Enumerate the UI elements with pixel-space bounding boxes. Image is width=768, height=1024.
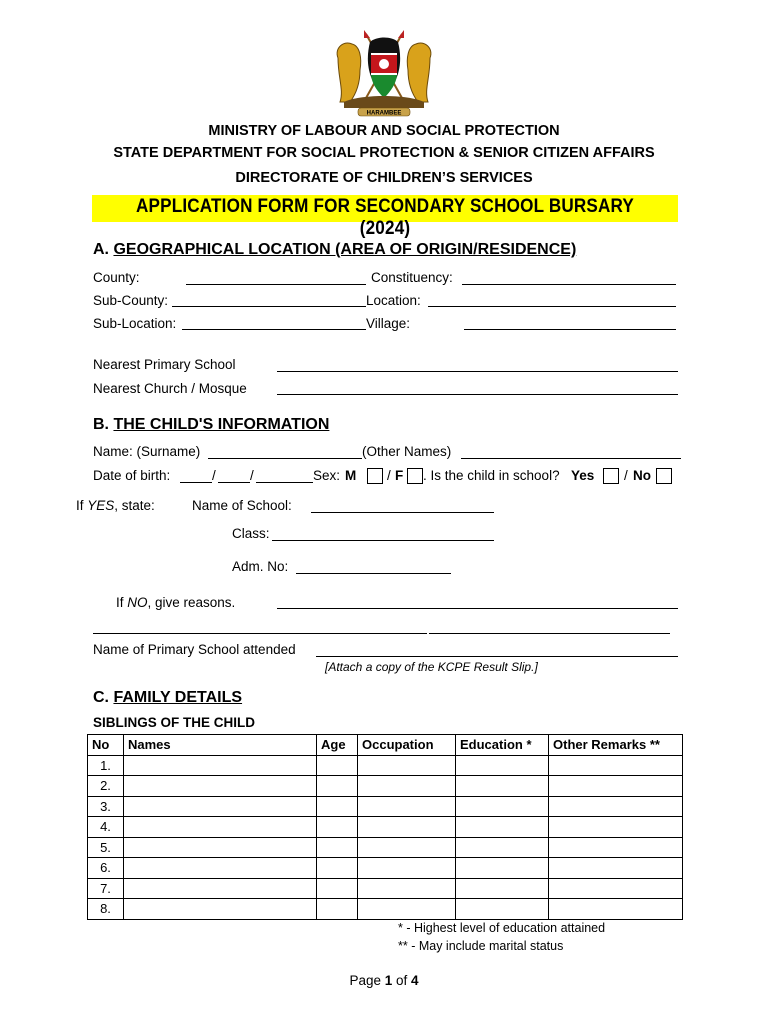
table-row [88, 796, 683, 817]
siblings-title: SIBLINGS OF THE CHILD [93, 715, 255, 730]
remarks-footnote: ** - May include marital status [398, 939, 564, 953]
if-no-word: NO [127, 595, 148, 610]
dob-year-field[interactable] [256, 482, 313, 483]
if-no-suffix: , give reasons. [147, 595, 236, 610]
surname-label: Name: (Surname) [93, 444, 201, 459]
row-number: 7. [88, 878, 124, 899]
sex-female-checkbox[interactable] [407, 468, 423, 484]
age-cell[interactable] [317, 817, 358, 838]
name-cell[interactable] [124, 899, 317, 920]
education-footnote: * - Highest level of education attained [398, 921, 606, 935]
other-names-field[interactable] [461, 458, 681, 459]
remarks-cell[interactable] [549, 858, 683, 879]
age-cell[interactable] [317, 899, 358, 920]
age-cell[interactable] [317, 858, 358, 879]
age-cell[interactable] [317, 776, 358, 797]
department-title: STATE DEPARTMENT FOR SOCIAL PROTECTION & SENIOR CITIZEN AFFAIRS [113, 145, 655, 161]
row-number: 8. [88, 899, 124, 920]
remarks-cell[interactable] [549, 817, 683, 838]
county-label: County: [93, 270, 140, 285]
nearest-primary-field[interactable] [277, 371, 678, 372]
dob-day-field[interactable] [180, 482, 212, 483]
nearest-church-label: Nearest Church / Mosque [93, 381, 247, 396]
occupation-cell[interactable] [358, 899, 456, 920]
kcpe-attach-note: [Attach a copy of the KCPE Result Slip.] [325, 660, 538, 674]
if-no-label [116, 595, 235, 610]
row-number: 3. [88, 796, 124, 817]
table-row [88, 817, 683, 838]
col-no-header: No [88, 735, 124, 756]
in-school-no-label: No [633, 468, 651, 483]
siblings-table [87, 734, 683, 920]
page-of: of [392, 973, 412, 988]
dob-month-field[interactable] [218, 482, 250, 483]
dob-slash-2: / [250, 468, 254, 483]
county-field[interactable] [186, 284, 366, 285]
sub-county-field[interactable] [172, 306, 366, 307]
location-label: Location: [366, 293, 421, 308]
page-prefix: Page [349, 973, 385, 988]
adm-no-label: Adm. No: [232, 559, 289, 574]
if-no-prefix: If [116, 595, 128, 610]
nearest-primary-label: Nearest Primary School [93, 357, 236, 372]
if-yes-suffix: , state: [114, 498, 155, 513]
coat-of-arms-emblem [330, 28, 438, 118]
col-remarks-header: Other Remarks ** [549, 735, 683, 756]
in-school-question: . Is the child in school? [423, 468, 560, 483]
col-age-header: Age [317, 735, 358, 756]
table-row [88, 858, 683, 879]
remarks-cell[interactable] [549, 878, 683, 899]
table-row [88, 899, 683, 920]
name-cell[interactable] [124, 878, 317, 899]
education-cell[interactable] [456, 755, 549, 776]
village-label: Village: [366, 316, 411, 331]
occupation-cell[interactable] [358, 817, 456, 838]
sub-county-label: Sub-County: [93, 293, 169, 308]
sub-location-field[interactable] [182, 329, 366, 330]
if-yes-label [76, 498, 155, 513]
education-cell[interactable] [456, 899, 549, 920]
occupation-cell[interactable] [358, 755, 456, 776]
page-number [0, 973, 768, 988]
directorate-title: DIRECTORATE OF CHILDREN’S SERVICES [235, 170, 533, 186]
location-field[interactable] [428, 306, 676, 307]
age-cell[interactable] [317, 796, 358, 817]
section-a-heading [93, 241, 576, 259]
col-names-header: Names [124, 735, 317, 756]
education-cell[interactable] [456, 796, 549, 817]
section-c-title: FAMILY DETAILS [113, 689, 243, 706]
name-cell[interactable] [124, 817, 317, 838]
section-b-title: THE CHILD'S INFORMATION [113, 416, 330, 433]
occupation-cell[interactable] [358, 837, 456, 858]
constituency-field[interactable] [462, 284, 676, 285]
name-cell[interactable] [124, 776, 317, 797]
row-number: 5. [88, 837, 124, 858]
remarks-cell[interactable] [549, 755, 683, 776]
row-number: 6. [88, 858, 124, 879]
sex-slash: / [387, 468, 391, 483]
sex-label: Sex: [313, 468, 341, 483]
table-row [88, 755, 683, 776]
remarks-cell[interactable] [549, 776, 683, 797]
col-occupation-header: Occupation [358, 735, 456, 756]
dob-label: Date of birth: [93, 468, 171, 483]
name-cell[interactable] [124, 755, 317, 776]
in-school-yes-label: Yes [571, 468, 595, 483]
sex-male-checkbox[interactable] [367, 468, 383, 484]
sub-location-label: Sub-Location: [93, 316, 177, 331]
education-cell[interactable] [456, 878, 549, 899]
adm-no-field[interactable] [296, 573, 451, 574]
surname-field[interactable] [208, 458, 362, 459]
constituency-label: Constituency: [371, 270, 453, 285]
occupation-cell[interactable] [358, 878, 456, 899]
reasons-field-2[interactable] [93, 633, 427, 634]
in-school-yes-checkbox[interactable] [603, 468, 619, 484]
remarks-cell[interactable] [549, 899, 683, 920]
section-b-letter: B. [93, 416, 109, 433]
row-number: 4. [88, 817, 124, 838]
sex-male-label: M [345, 468, 357, 483]
occupation-cell[interactable] [358, 858, 456, 879]
class-field[interactable] [272, 540, 494, 541]
education-cell[interactable] [456, 776, 549, 797]
table-row [88, 878, 683, 899]
age-cell[interactable] [317, 878, 358, 899]
reasons-field-3[interactable] [429, 633, 670, 634]
ministry-title: MINISTRY OF LABOUR AND SOCIAL PROTECTION [208, 123, 560, 139]
table-row [88, 776, 683, 797]
remarks-cell[interactable] [549, 796, 683, 817]
remarks-cell[interactable] [549, 837, 683, 858]
in-school-no-checkbox[interactable] [656, 468, 672, 484]
form-title: APPLICATION FORM FOR SECONDARY SCHOOL BURSARY (2024) [135, 196, 635, 239]
age-cell[interactable] [317, 837, 358, 858]
page-current: 1 [384, 973, 393, 988]
section-b-heading [93, 416, 329, 434]
name-cell[interactable] [124, 796, 317, 817]
in-school-slash: / [624, 468, 628, 483]
row-number: 1. [88, 755, 124, 776]
primary-attended-field[interactable] [316, 656, 678, 657]
siblings-header-row [88, 735, 683, 756]
section-a-title: GEOGRAPHICAL LOCATION (AREA OF ORIGIN/RESIDENCE) [113, 241, 577, 258]
primary-attended-label: Name of Primary School attended [93, 642, 296, 657]
name-cell[interactable] [124, 837, 317, 858]
table-row [88, 837, 683, 858]
dob-slash-1: / [212, 468, 216, 483]
school-name-field[interactable] [311, 512, 494, 513]
sex-female-label: F [395, 468, 404, 483]
if-yes-prefix: If [76, 498, 88, 513]
education-cell[interactable] [456, 817, 549, 838]
school-name-label: Name of School: [192, 498, 292, 513]
col-education-header: Education * [456, 735, 549, 756]
village-field[interactable] [464, 329, 676, 330]
section-c-heading [93, 689, 242, 707]
section-a-letter: A. [93, 241, 109, 258]
name-cell[interactable] [124, 858, 317, 879]
education-cell[interactable] [456, 837, 549, 858]
reasons-field-1[interactable] [277, 608, 678, 609]
page-total: 4 [411, 973, 419, 988]
occupation-cell[interactable] [358, 776, 456, 797]
occupation-cell[interactable] [358, 796, 456, 817]
age-cell[interactable] [317, 755, 358, 776]
row-number: 2. [88, 776, 124, 797]
nearest-church-field[interactable] [277, 394, 678, 395]
coat-of-arms-motto: HARAMBEE [366, 110, 402, 117]
if-yes-word: YES [87, 498, 115, 513]
other-names-label: (Other Names) [362, 444, 452, 459]
section-c-letter: C. [93, 689, 109, 706]
education-cell[interactable] [456, 858, 549, 879]
class-label: Class: [232, 526, 270, 541]
